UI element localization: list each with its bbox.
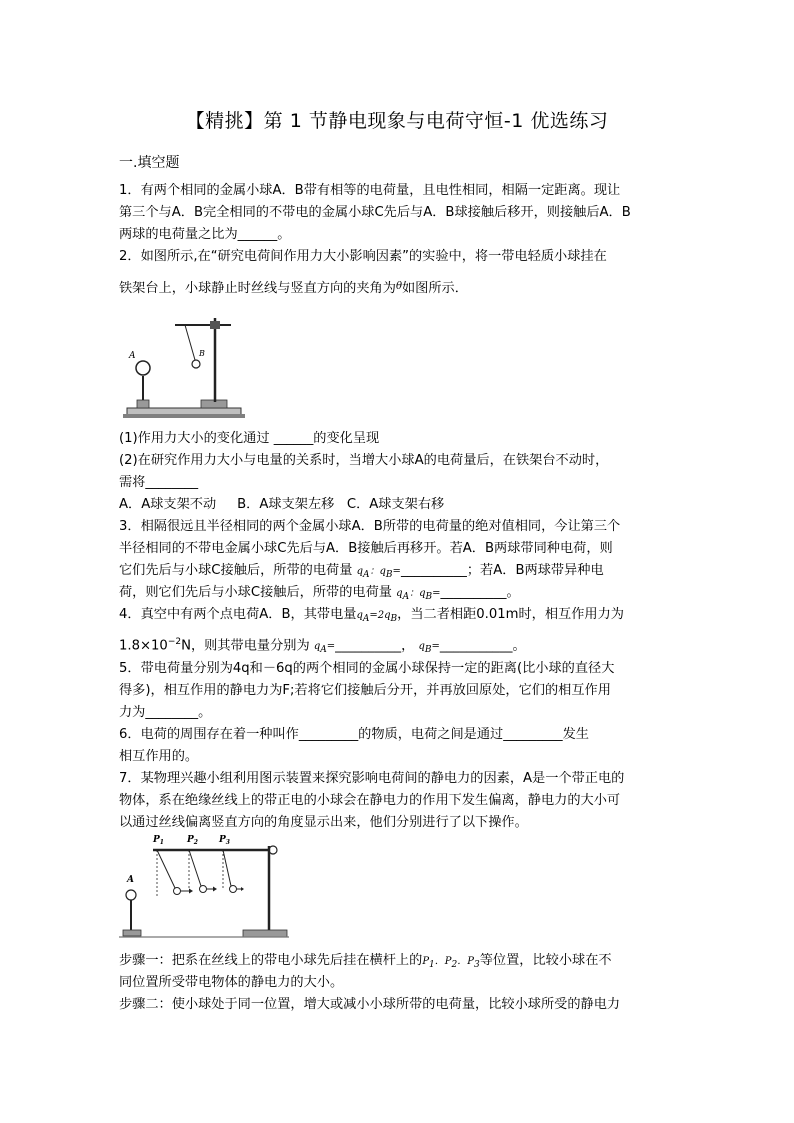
q2-line2-text-b: 如图所示． <box>401 281 468 296</box>
q7-positions: $P_1$．$P_2$．$P_3$ <box>422 956 480 970</box>
q2-line1: 2．如图所示,在“研究电荷间作用力大小影响因素”的实验中，将一带电轻质小球挂在 <box>119 249 607 264</box>
q3-line4-text: 荷，则它们先后与小球C接触后，所带的电荷量 <box>119 585 392 600</box>
figure-label-a: A <box>129 351 136 361</box>
q4-force-base: 10 <box>151 638 168 654</box>
figure-label-p1: $P_1$ <box>153 835 164 846</box>
q2-line2 <box>119 276 699 300</box>
q7-step1-text-b: 等位置，比较小球在不 <box>479 953 612 968</box>
q6-line2: 相互作用的。 <box>119 749 199 764</box>
q4-qa-symbol: $q_A=$ <box>313 641 336 656</box>
figure-label-b: B <box>199 349 205 358</box>
q6-line1: 6．电荷的周围存在着一种叫作_________的物质，电荷之间是通过_________发生 <box>119 727 589 742</box>
figure-label-p3: $P_3$ <box>219 835 230 846</box>
q2-line2-text-a: 铁架台上，小球静止时丝线与竖直方向的夹角为 <box>119 281 396 296</box>
figure-label-p2: $P_2$ <box>187 835 198 846</box>
q3-line2: 半径相同的不带电金属小球C先后与A．B接触后再移开。若A．B两球带同种电荷，则 <box>119 541 613 556</box>
q4-force-coeff: 1.8× <box>119 638 152 654</box>
q7-line3: 以通过丝线偏离竖直方向的角度显示出来，他们分别进行了以下操作。 <box>119 815 528 830</box>
q2-options: A．A球支架不动 B．A球支架左移 C．A球支架右移 <box>119 497 445 512</box>
q4-line1 <box>119 604 699 631</box>
q3-line3-text: 它们先后与小球C接触后，所带的电荷量 <box>119 563 353 578</box>
q4-line1-text-b: ，当二者相距0.01m时，相互作用力为 <box>397 607 624 622</box>
q7-step1-line2: 同位置所受带电物体的静电力的大小。 <box>119 975 344 990</box>
q7-step2-line1: 步骤二：使小球处于同一位置，增大或减小小球所带的电荷量，比较小球所受的静电力 <box>119 997 621 1012</box>
figure-label-a2: A <box>127 875 134 885</box>
crossbar-experiment-figure <box>119 830 289 942</box>
q2-sub1: (1)作用力大小的变化通过 ______的变化呈现 <box>119 431 380 446</box>
q4-blank-a: __________， <box>335 638 415 654</box>
electrostatics-stand-figure <box>119 310 249 422</box>
q7-step1-text-a: 步骤一：把系在丝线上的带电小球先后挂在横杆上的 <box>119 953 423 968</box>
q3-line1: 3．相隔很远且半径相同的两个金属小球A．B所带的电荷量的绝对值相同，今让第三个 <box>119 519 621 534</box>
q4-blank-b: ___________。 <box>439 638 526 654</box>
q1-line2: 第三个与A．B完全相同的不带电的金属小球C先后与A．B球接触后移开，则接触后A．B <box>119 205 631 220</box>
q4-line1-text-a: 4．真空中有两个点电荷A．B，其带电量 <box>119 607 357 622</box>
q5-line1: 5．带电荷量分别为4q和－6q的两个相同的金属小球保持一定的距离(比小球的直径大 <box>119 661 615 676</box>
q4-line2-text: N，则其带电量分别为 <box>181 638 310 654</box>
q7-line1: 7．某物理兴趣小组利用图示装置来探究影响电荷间的静电力的因素，A是一个带正电的 <box>119 771 625 786</box>
q3-line3-blank: __________；若A．B两球带异种电 <box>400 563 604 578</box>
q7-line2: 物体，系在绝缘丝线上的带正电的小球会在静电力的作用下发生偏离，静电力的大小可 <box>119 793 621 808</box>
theta-symbol: θ <box>395 281 402 292</box>
q4-force-exponent: −2 <box>167 637 182 647</box>
q1-line3: 两球的电荷量之比为______。 <box>119 227 291 242</box>
page-title: 【精挑】第 1 节静电现象与电荷守恒-1 优选练习 <box>185 110 609 132</box>
q2-sub2-line2: 需将________ <box>119 475 199 490</box>
q3-line4-blank: __________。 <box>440 585 520 600</box>
q2-sub2-line1: (2)在研究作用力大小与电量的关系时，当增大小球A的电荷量后，在铁架台不动时， <box>119 453 609 468</box>
q1-line1: 1．有两个相同的金属小球A．B带有相等的电荷量，且电性相同，相隔一定距离。现让 <box>119 183 621 198</box>
q3-qa-symbol: $q_A$：$q_B=$ <box>356 566 401 580</box>
q4-qb-symbol: $q_B=$ <box>418 641 440 656</box>
section-heading: 一.填空题 <box>119 155 180 171</box>
q5-line3: 力为________。 <box>119 705 212 720</box>
q5-line2: 得多)，相互作用的静电力为F;若将它们接触后分开，并再放回原处，它们的相互作用 <box>119 683 611 698</box>
q4-charge-relation: $q_A=2q_B$ <box>356 610 398 624</box>
q3-qa-symbol-2: $q_A$：$q_B=$ <box>396 588 441 602</box>
